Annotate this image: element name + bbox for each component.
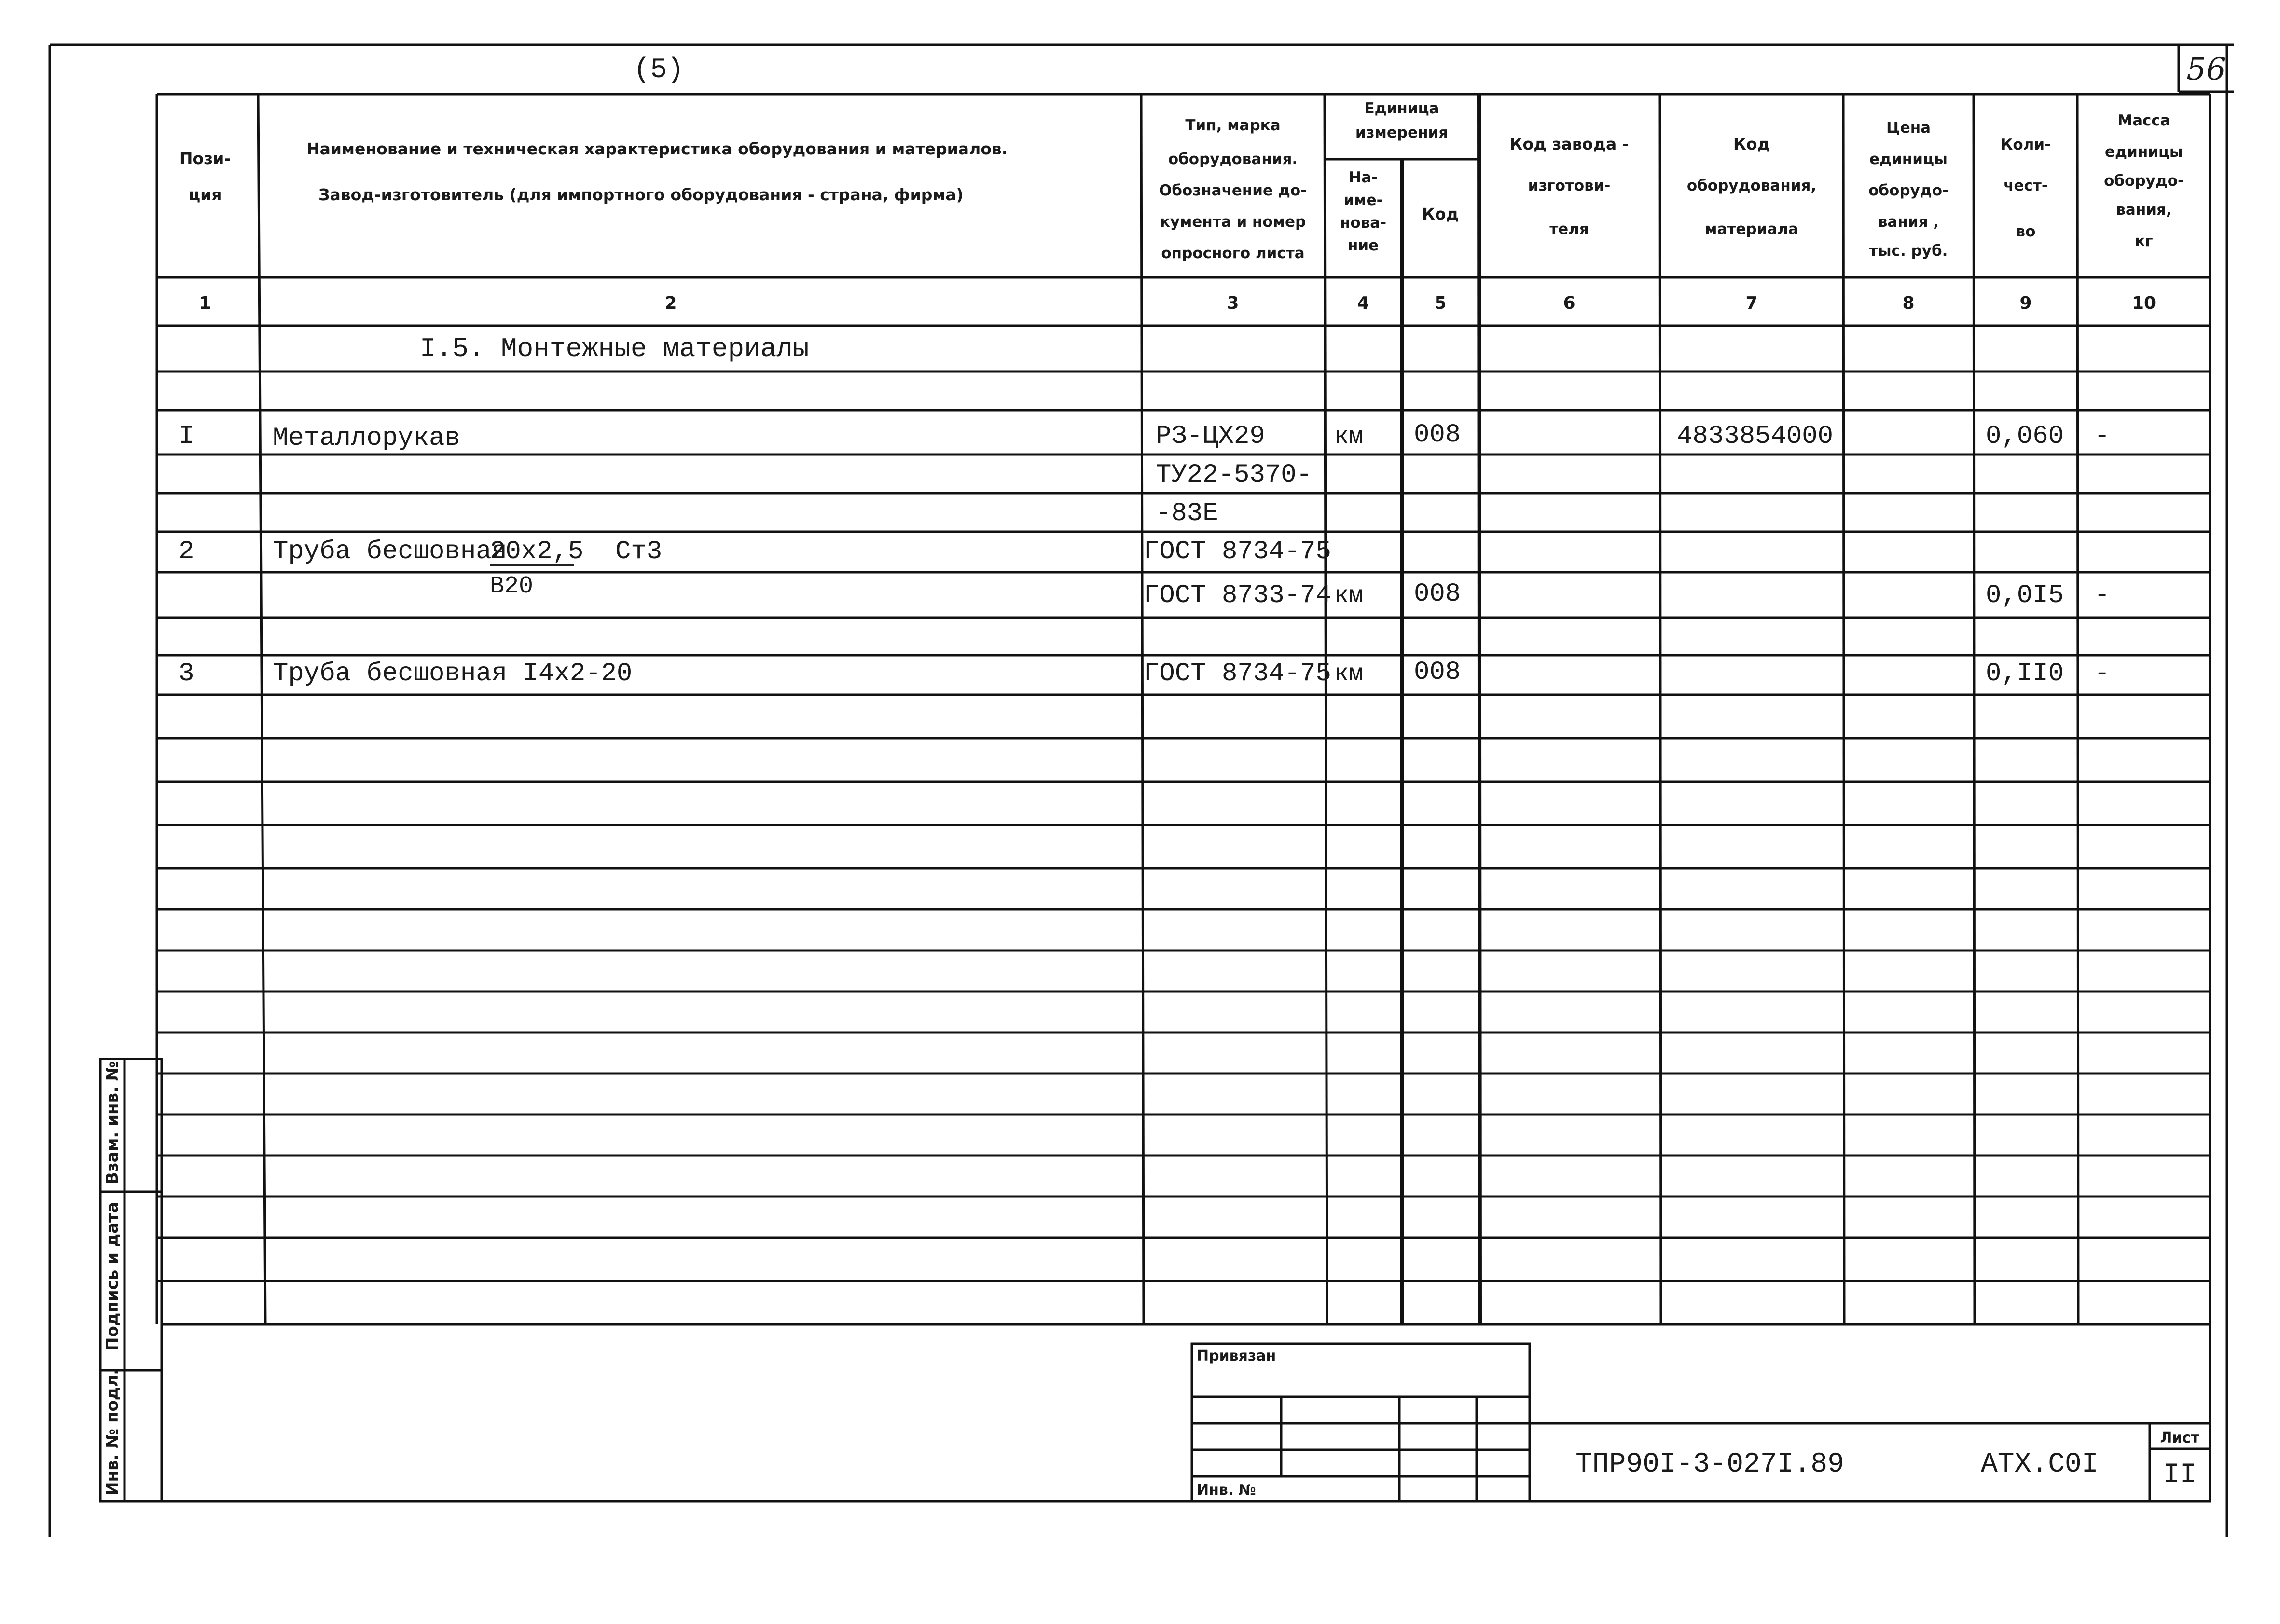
column-number-1: 1 xyxy=(199,293,211,313)
header-unit-name-line3: нова- xyxy=(1340,214,1387,232)
column-number-3: 3 xyxy=(1227,293,1239,313)
document-mark: АТХ.С0I xyxy=(1981,1449,2099,1480)
page-number: 56 xyxy=(2186,52,2226,87)
side-stamp-replacement-inventory: Взам. инв. № xyxy=(103,1061,122,1184)
row-1-type-line2: ТУ22-5370- xyxy=(1156,460,1313,490)
row-2-unit-code: 008 xyxy=(1414,579,1461,609)
side-stamp-signature-date: Подпись и дата xyxy=(103,1202,122,1351)
header-equipment-code-line3: материала xyxy=(1705,220,1798,238)
table-row xyxy=(179,420,2110,528)
row-1-mass: - xyxy=(2094,422,2110,451)
row-3-position: 3 xyxy=(179,659,194,688)
header-type-line1: Тип, марка xyxy=(1185,117,1281,134)
document-code: ТПР90I-3-027I.89 xyxy=(1575,1449,1844,1480)
column-number-4: 4 xyxy=(1357,293,1369,313)
title-block xyxy=(1530,1423,2210,1501)
row-3-unit: км xyxy=(1334,661,1364,688)
row-3-name: Труба бесшовная I4х2-20 xyxy=(273,659,633,688)
column-number-9: 9 xyxy=(2019,293,2032,313)
row-1-name: Металлорукав xyxy=(273,424,460,453)
row-1-position: I xyxy=(179,422,194,451)
header-unit-group-line2: измерения xyxy=(1355,124,1449,141)
header-factory-code-line3: теля xyxy=(1549,220,1589,238)
row-1-type-line1: РЗ-ЦХ29 xyxy=(1156,422,1265,451)
side-stamp xyxy=(100,1059,162,1501)
header-price-line1: Цена xyxy=(1886,119,1931,137)
row-2-type-line1: ГОСТ 8734-75 xyxy=(1144,537,1331,566)
header-equipment-code-line1: Код xyxy=(1733,135,1770,153)
header-qty-line3: во xyxy=(2016,223,2036,240)
row-3-unit-code: 008 xyxy=(1414,658,1461,687)
row-1-type-line3: -83Е xyxy=(1156,499,1218,528)
header-mass-line3: оборудо- xyxy=(2104,172,2184,190)
column-number-8: 8 xyxy=(1902,293,1915,313)
binding-stamp-inventory: Инв. № xyxy=(1197,1482,1256,1499)
row-2-quantity: 0,0I5 xyxy=(1986,581,2064,610)
table-grid xyxy=(157,94,2210,1324)
row-3-mass: - xyxy=(2094,659,2110,688)
binding-stamp xyxy=(1192,1344,1530,1501)
column-number-2: 2 xyxy=(664,293,677,313)
header-factory-code-line1: Код завода - xyxy=(1509,135,1629,153)
header-mass-line1: Масса xyxy=(2117,112,2170,129)
column-number-7: 7 xyxy=(1745,293,1758,313)
table-header xyxy=(180,100,2184,262)
binding-stamp-title: Привязан xyxy=(1197,1348,1276,1364)
row-3-type: ГОСТ 8734-75 xyxy=(1144,659,1331,688)
header-type-line5: опросного листа xyxy=(1161,245,1305,262)
header-unit-group-line1: Единица xyxy=(1364,100,1439,117)
header-unit-name-line2: име- xyxy=(1343,192,1383,209)
row-1-quantity: 0,060 xyxy=(1986,422,2064,451)
fragment-label: (5) xyxy=(633,55,684,86)
lower-frame xyxy=(99,1324,2210,1501)
side-stamp-original-inventory: Инв. № подл. xyxy=(103,1368,122,1496)
header-type-line2: оборудования. xyxy=(1168,151,1298,168)
header-name-line1: Наименование и техническая характеристика оборудования и материалов. xyxy=(306,139,1008,158)
header-price-line2: единицы xyxy=(1869,151,1948,168)
row-3-quantity: 0,II0 xyxy=(1986,659,2064,688)
column-number-6: 6 xyxy=(1563,293,1575,313)
row-1-unit: км xyxy=(1334,423,1364,451)
table-row xyxy=(179,658,2110,688)
column-number-5: 5 xyxy=(1434,293,1447,313)
row-1-unit-code: 008 xyxy=(1414,420,1461,450)
header-unit-name-line1: На- xyxy=(1349,169,1378,186)
header-unit-name-line4: ние xyxy=(1347,237,1379,254)
section-title: I.5. Монтежные материалы xyxy=(420,333,809,364)
row-2-type-line2: ГОСТ 8733-74 xyxy=(1144,581,1331,610)
row-2-mass: - xyxy=(2094,581,2110,610)
row-2-name: Труба бесшовная xyxy=(273,537,508,566)
row-2-name-sub: В20 xyxy=(490,573,534,600)
sheet-label: Лист xyxy=(2160,1430,2199,1446)
header-type-line4: кумента и номер xyxy=(1160,213,1306,231)
header-type-line3: Обозначение до- xyxy=(1159,182,1307,199)
header-equipment-code-line2: оборудования, xyxy=(1686,177,1817,194)
header-mass-line5: кг xyxy=(2135,233,2153,250)
header-factory-code-line2: изготови- xyxy=(1528,177,1611,194)
header-position-line2: ция xyxy=(188,185,222,204)
header-qty-line1: Коли- xyxy=(2001,136,2051,153)
header-price-line5: тыс. руб. xyxy=(1869,242,1948,260)
sheet-number: II xyxy=(2163,1459,2197,1491)
row-1-equipment-code: 4833854000 xyxy=(1677,422,1834,451)
header-price-line4: вания , xyxy=(1878,213,1939,231)
header-unit-code: Код xyxy=(1422,205,1459,223)
row-2-name-dimension: 20х2,5 xyxy=(490,537,584,566)
row-2-position: 2 xyxy=(179,537,194,566)
header-name-line2: Завод-изготовитель (для импортного оборудования - страна, фирма) xyxy=(318,185,964,204)
table-row xyxy=(179,537,2110,610)
row-2-name-grade: Ст3 xyxy=(615,537,663,566)
column-number-10: 10 xyxy=(2131,293,2156,313)
column-numbers xyxy=(199,293,2156,313)
header-position-line1: Пози- xyxy=(179,149,231,168)
header-qty-line2: чест- xyxy=(2004,177,2048,194)
row-2-unit: км xyxy=(1334,582,1364,610)
header-mass-line4: вания, xyxy=(2116,201,2172,219)
header-mass-line2: единицы xyxy=(2105,143,2183,161)
header-price-line3: оборудо- xyxy=(1868,182,1948,199)
